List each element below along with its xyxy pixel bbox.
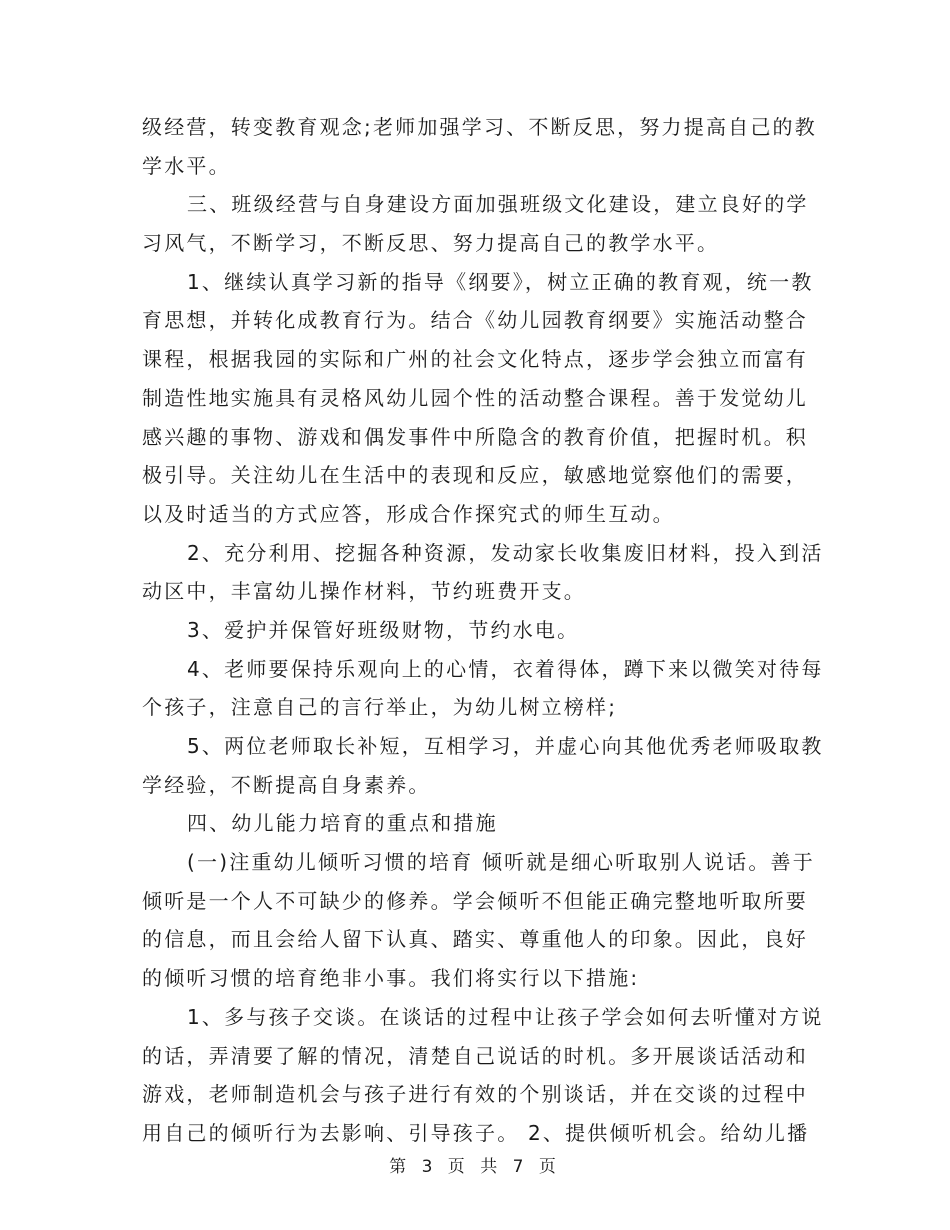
text-line: 课程，根据我园的实际和广州的社会文化特点，逐步学会独立而富有 [142, 347, 808, 372]
text-line: 以及时适当的方式应答，形成合作探究式的师生互动。 [142, 501, 675, 526]
text-line: 学经验，不断提高自身素养。 [142, 772, 431, 797]
text-line: 1、多与孩子交谈。在谈话的过程中让孩子学会如何去听懂对方说 [187, 1004, 824, 1029]
text-line: 四、幼儿能力培育的重点和措施 [187, 811, 498, 836]
text-line: 制造性地实施具有灵格风幼儿园个性的活动整合课程。善于发觉幼儿 [142, 385, 808, 410]
text-line: 5、两位老师取长补短，互相学习，并虚心向其他优秀老师吸取教 [187, 734, 824, 758]
text-line: 育思想，并转化成教育行为。结合《幼儿园教育纲要》实施活动整合 [142, 308, 808, 333]
text-line: 倾听是一个人不可缺少的修养。学会倾听不但能正确完整地听取所要 [142, 888, 808, 913]
text-line: 学水平。 [142, 153, 231, 178]
text-line: 的信息，而且会给人留下认真、踏实、尊重他人的印象。因此，良好 [142, 927, 808, 952]
document-body [142, 108, 824, 1153]
text-line: 1、继续认真学习新的指导《纲要》，树立正确的教育观，统一教 [187, 269, 814, 294]
text-line: 级经营，转变教育观念;老师加强学习、不断反思，努力提高自己的教 [142, 115, 817, 139]
text-line: 动区中，丰富幼儿操作材料，节约班费开支。 [142, 579, 586, 604]
text-line: 习风气，不断学习，不断反思、努力提高自己的教学水平。 [142, 231, 720, 256]
text-line: 三、班级经营与自身建设方面加强班级文化建设，建立良好的学 [187, 192, 809, 217]
page-footer: 第 3 页 共 7 页 [389, 1157, 561, 1177]
text-line: 用自己的倾听行为去影响、引导孩子。 2、提供倾听机会。给幼儿播 [142, 1120, 810, 1145]
text-line: 极引导。关注幼儿在生活中的表现和反应，敏感地觉察他们的需要， [142, 463, 808, 488]
text-line: (一)注重幼儿倾听习惯的培育 倾听就是细心听取别人说话。善于 [187, 850, 815, 875]
text-line: 游戏，老师制造机会与孩子进行有效的个别谈话，并在交谈的过程中 [142, 1082, 808, 1107]
text-line: 4、老师要保持乐观向上的心情，衣着得体，蹲下来以微笑对待每 [187, 656, 824, 681]
text-line: 2、充分利用、挖掘各种资源，发动家长收集废旧材料，投入到活 [187, 540, 824, 565]
text-line: 的话，弄清要了解的情况，清楚自己说话的时机。多开展谈话活动和 [142, 1043, 808, 1068]
text-line: 3、爱护并保管好班级财物，节约水电。 [187, 617, 580, 642]
text-line: 的倾听习惯的培育绝非小事。我们将实行以下措施: [142, 966, 640, 991]
text-line: 个孩子，注意自己的言行举止，为幼儿树立榜样; [142, 695, 618, 720]
text-line: 感兴趣的事物、游戏和偶发事件中所隐含的教育价值，把握时机。积 [142, 424, 808, 449]
